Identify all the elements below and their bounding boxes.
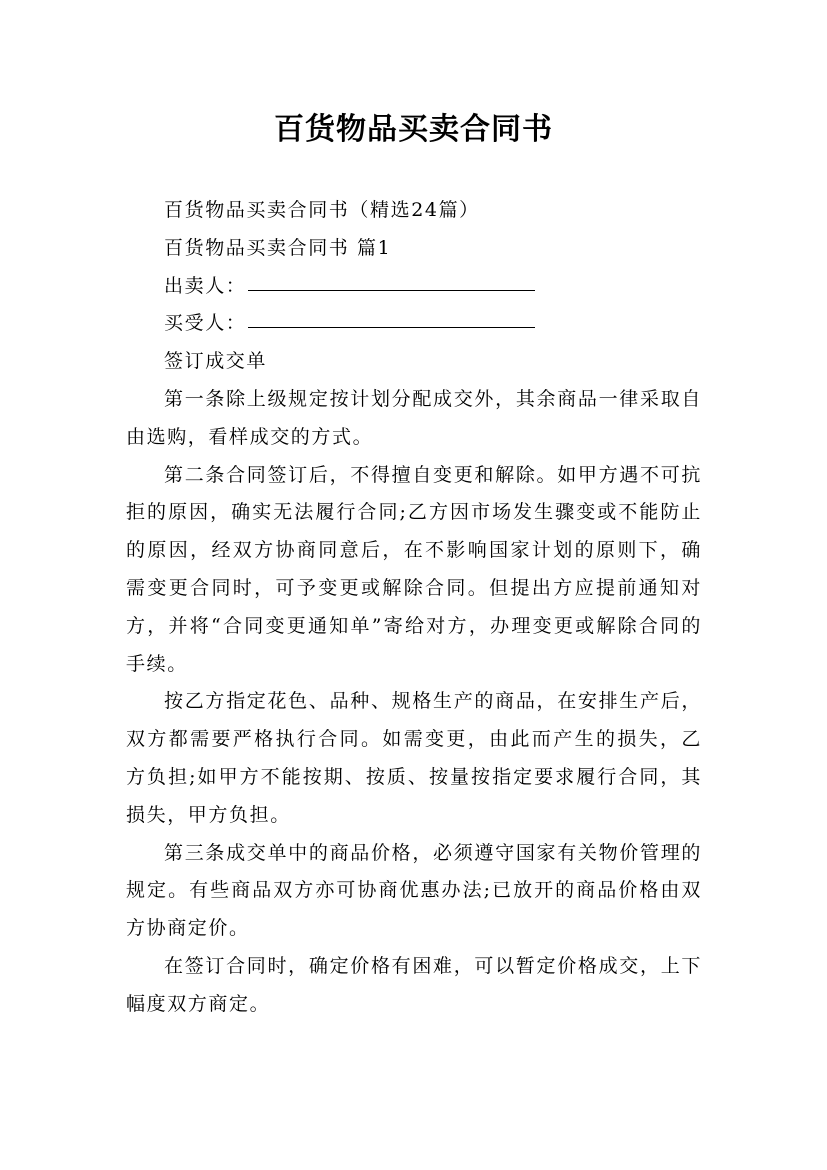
document-title: 百货物品买卖合同书: [274, 112, 553, 147]
paragraph-article-2: 第二条合同签订后，不得擅自变更和解除。如甲方遇不可抗拒的原因，确实无法履行合同;乙方因市场发生骤变或不能防止的原因，经双方协商同意后，在不影响国家计划的原则下，确需变更合同时，可予变更或解除合同。但提出方应提前通知对方，并将“合同变更通知单”寄给对方，办理变更或解除合同的手续。: [126, 463, 702, 675]
buyer-blank-line: [248, 326, 535, 328]
paragraph-article-1: 第一条除上级规定按计划分配成交外，其余商品一律采取自由选购，看样成交的方式。: [126, 387, 702, 448]
paragraph-article-3: 第三条成交单中的商品价格，必须遵守国家有关物价管理的规定。有些商品双方亦可协商优惠办法;已放开的商品价格由双方协商定价。: [126, 841, 702, 940]
paragraph-tentative-price: 在签订合同时，确定价格有困难，可以暂定价格成交，上下幅度双方商定。: [126, 954, 702, 1015]
signing-heading: 签订成交单: [164, 350, 268, 373]
seller-line: [126, 268, 702, 306]
seller-label: 出卖人：: [164, 274, 247, 297]
document-subtitle: 百货物品买卖合同书（精选24篇）: [164, 199, 480, 221]
paragraph-specified-goods: 按乙方指定花色、品种、规格生产的商品，在安排生产后，双方都需要严格执行合同。如需变更，由此而产生的损失，乙方负担;如甲方不能按期、按质、按量按指定要求履行合同，其损失，甲方负担。: [126, 690, 702, 826]
buyer-line: [126, 305, 702, 343]
buyer-label: 买受人：: [164, 312, 247, 335]
seller-blank-line: [248, 289, 535, 291]
document-body: [126, 192, 702, 1024]
section-heading: 百货物品买卖合同书 篇1: [164, 236, 392, 259]
